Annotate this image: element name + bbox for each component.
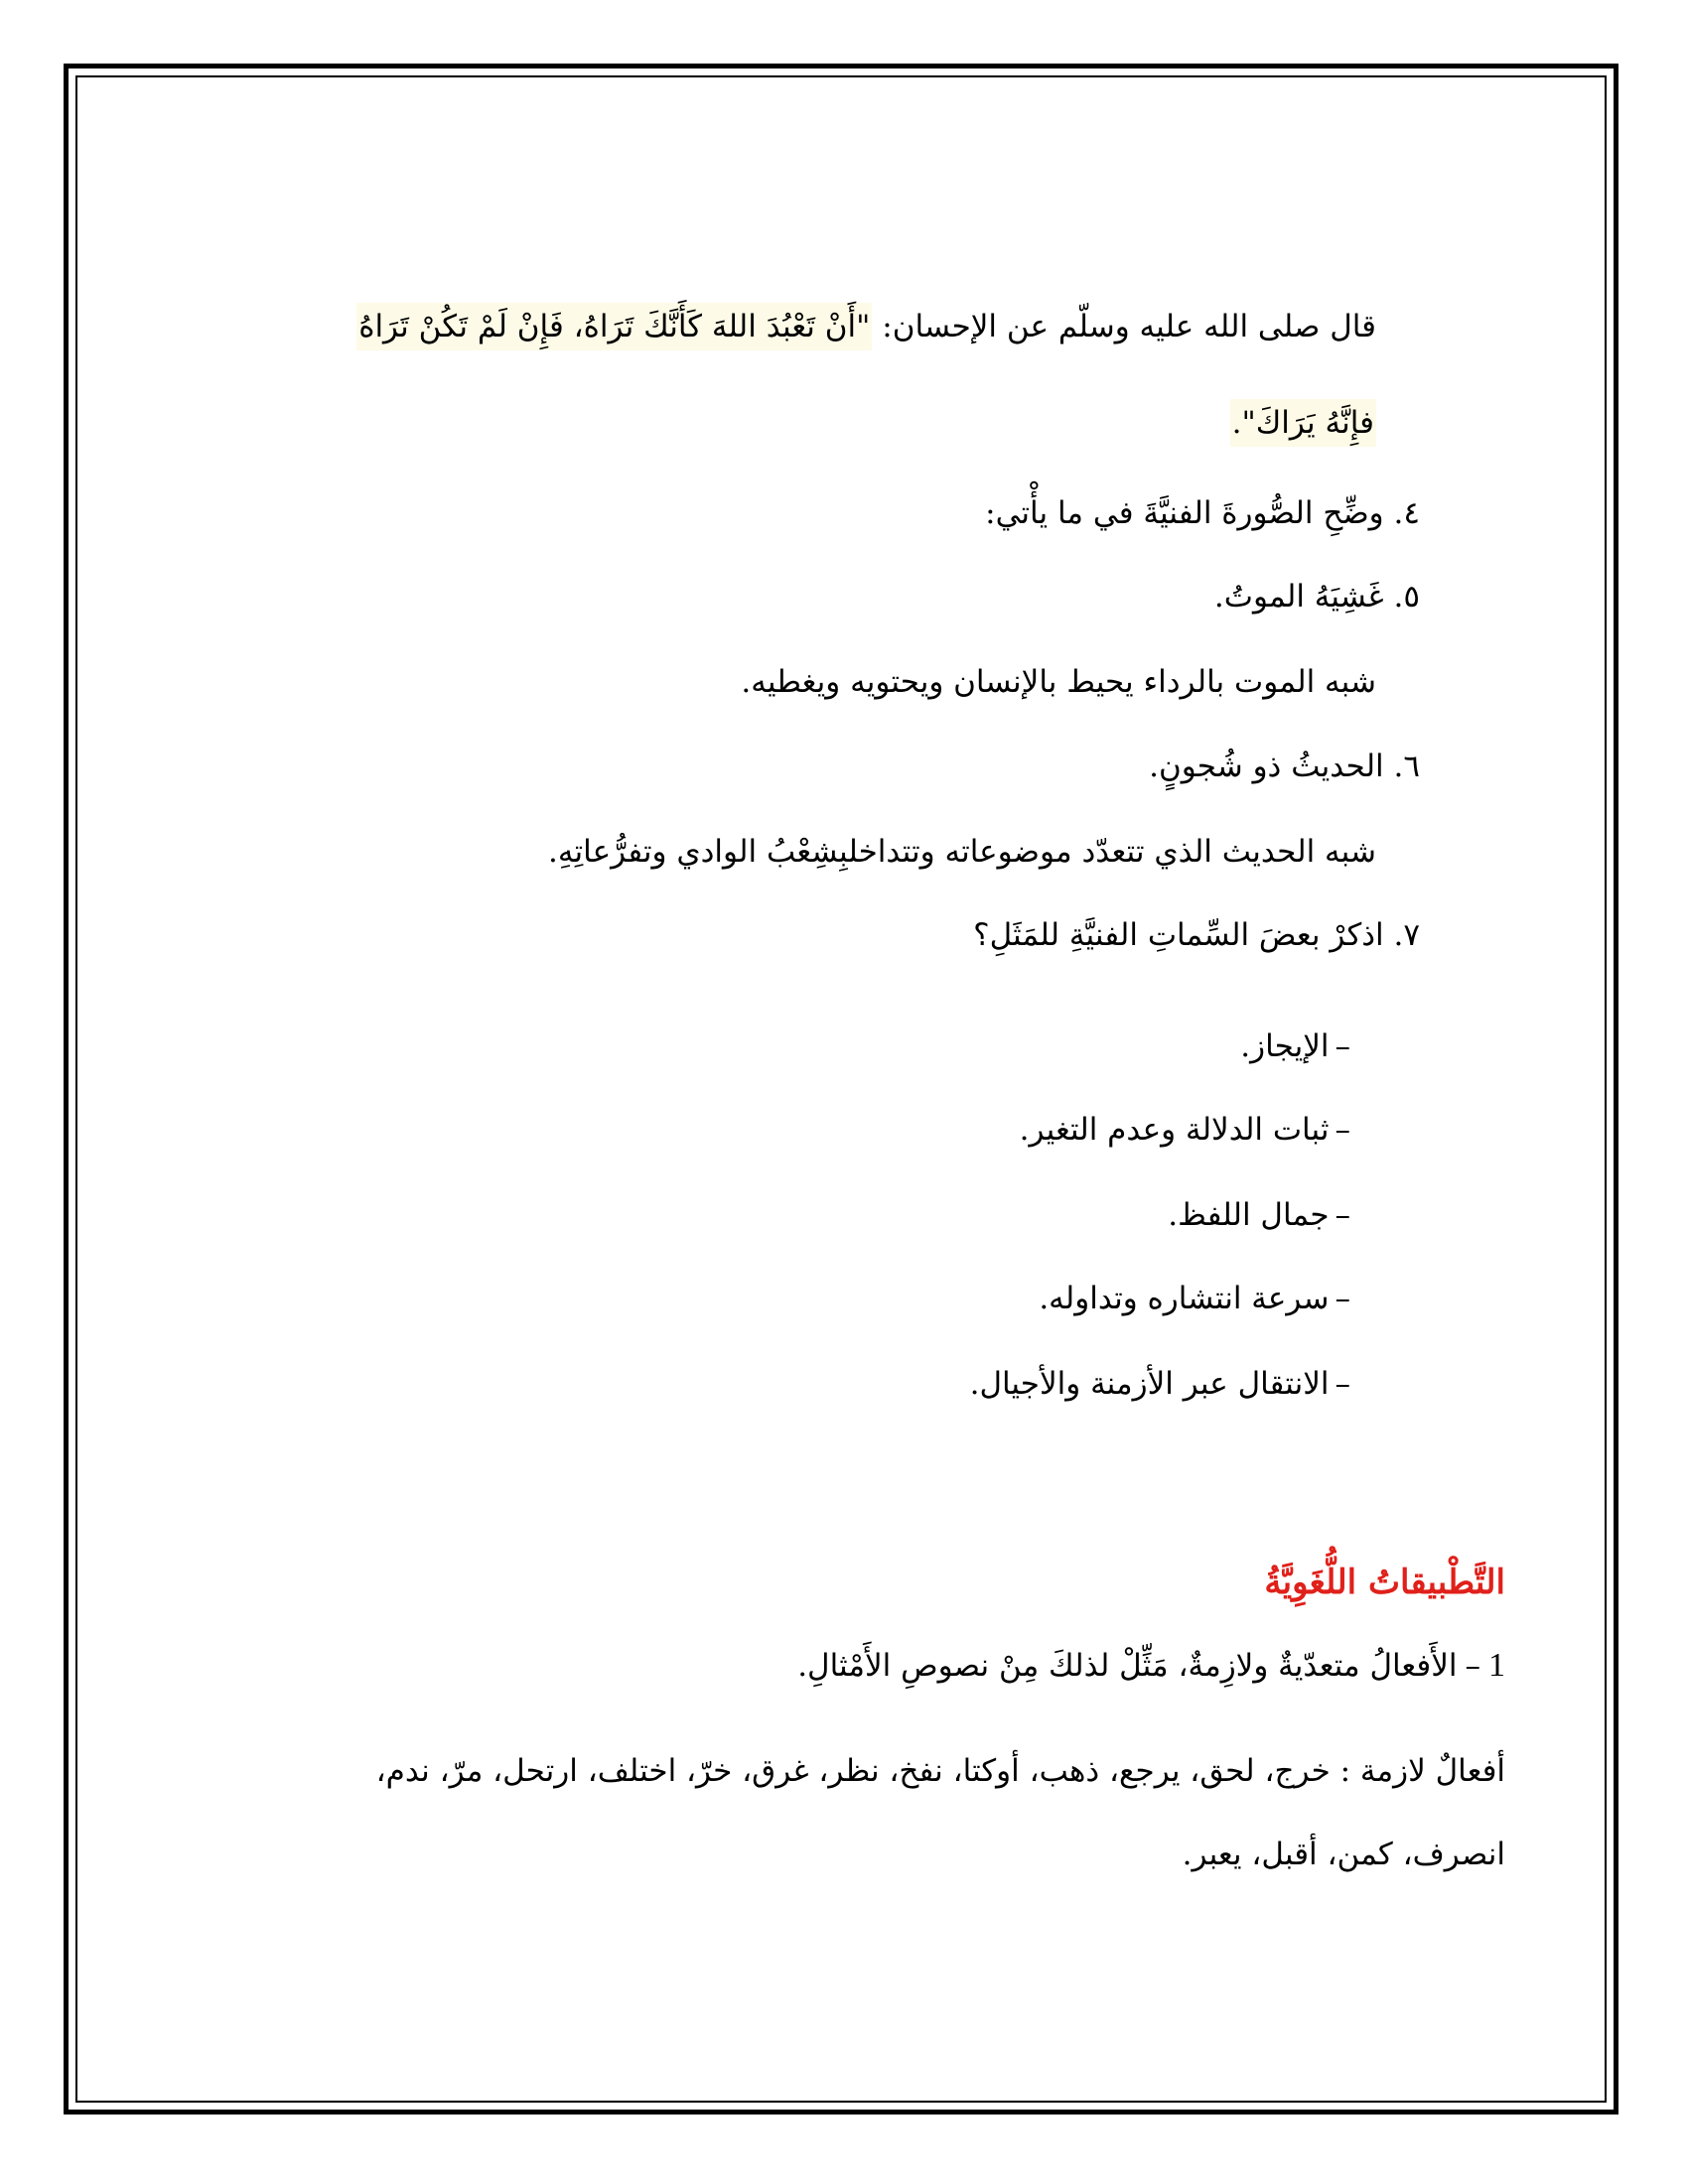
- bullet-dash: –: [1335, 1112, 1350, 1148]
- feature-item: [1240, 1019, 1350, 1074]
- bullet-dash: –: [1335, 1028, 1350, 1064]
- hadith-quote-part-2: فإِنَّهُ يَرَاكَ".: [1230, 399, 1376, 447]
- feature-text: الانتقال عبر الأزمنة والأجيال.: [969, 1366, 1330, 1402]
- hadith-line-2: [1230, 395, 1376, 451]
- bullet-dash: –: [1335, 1366, 1350, 1402]
- question-4: ٤. وضِّحِ الصُّورةَ الفنيَّةَ في ما يأْتي:: [985, 495, 1420, 531]
- feature-item: [1039, 1271, 1350, 1326]
- feature-item: [1020, 1102, 1350, 1158]
- hadith-intro: قال صلى الله عليه وسلّم عن الإحسان:: [872, 309, 1376, 344]
- question-dash: –: [1465, 1648, 1480, 1684]
- hadith-line-1: [356, 299, 1376, 354]
- answer-6: شبه الحديث الذي تتعدّد موضوعاته وتتداخلبِشِعْبُ الوادي وتفرُّعاتِهِ.: [548, 834, 1376, 870]
- feature-text: ثبات الدلالة وعدم التغير.: [1019, 1112, 1330, 1148]
- bullet-dash: –: [1335, 1197, 1350, 1233]
- feature-text: الإيجاز.: [1240, 1028, 1330, 1064]
- question-number: 1: [1488, 1647, 1505, 1684]
- question-text: الأَفعالُ متعدّيةٌ ولازِمةٌ، مَثِّلْ لذلكَ مِنْ نصوصِ الأَمْثالِ.: [797, 1648, 1458, 1684]
- application-question-1: [797, 1638, 1505, 1694]
- feature-text: سرعة انتشاره وتداوله.: [1039, 1281, 1330, 1316]
- feature-text: جمال اللفظ.: [1168, 1197, 1330, 1233]
- question-7: ٧. اذكرْ بعضَ السِّماتِ الفنيَّةِ للمَثَلِ؟: [973, 917, 1420, 953]
- feature-item: [970, 1356, 1350, 1412]
- question-6: ٦. الحديثُ ذو شُجونٍ.: [1149, 749, 1420, 784]
- application-answer-line-1: أفعالٌ لازمة : خرج، لحق، يرجع، ذهب، أوكتا، نفخ، نظر، غرق، خرّ، اختلف، ارتحل، مرّ، ندم،: [375, 1753, 1505, 1789]
- section-title: التَّطْبيقاتُ اللُّغَوِيَّةُ: [1264, 1563, 1505, 1602]
- bullet-dash: –: [1335, 1281, 1350, 1316]
- application-answer-line-2: انصرف، كمن، أقبل، يعبر.: [1182, 1837, 1505, 1872]
- answer-5: شبه الموت بالرداء يحيط بالإنسان ويحتويه ويغطيه.: [741, 664, 1376, 700]
- feature-item: [1168, 1187, 1350, 1243]
- question-5: ٥. غَشِيَهُ الموتُ.: [1213, 579, 1420, 614]
- hadith-quote-part-1: "أَنْ تَعْبُدَ اللهَ كَأَنَّكَ تَرَاهُ، فَإِنْ لَمْ تَكُنْ تَرَاهُ: [356, 303, 872, 350]
